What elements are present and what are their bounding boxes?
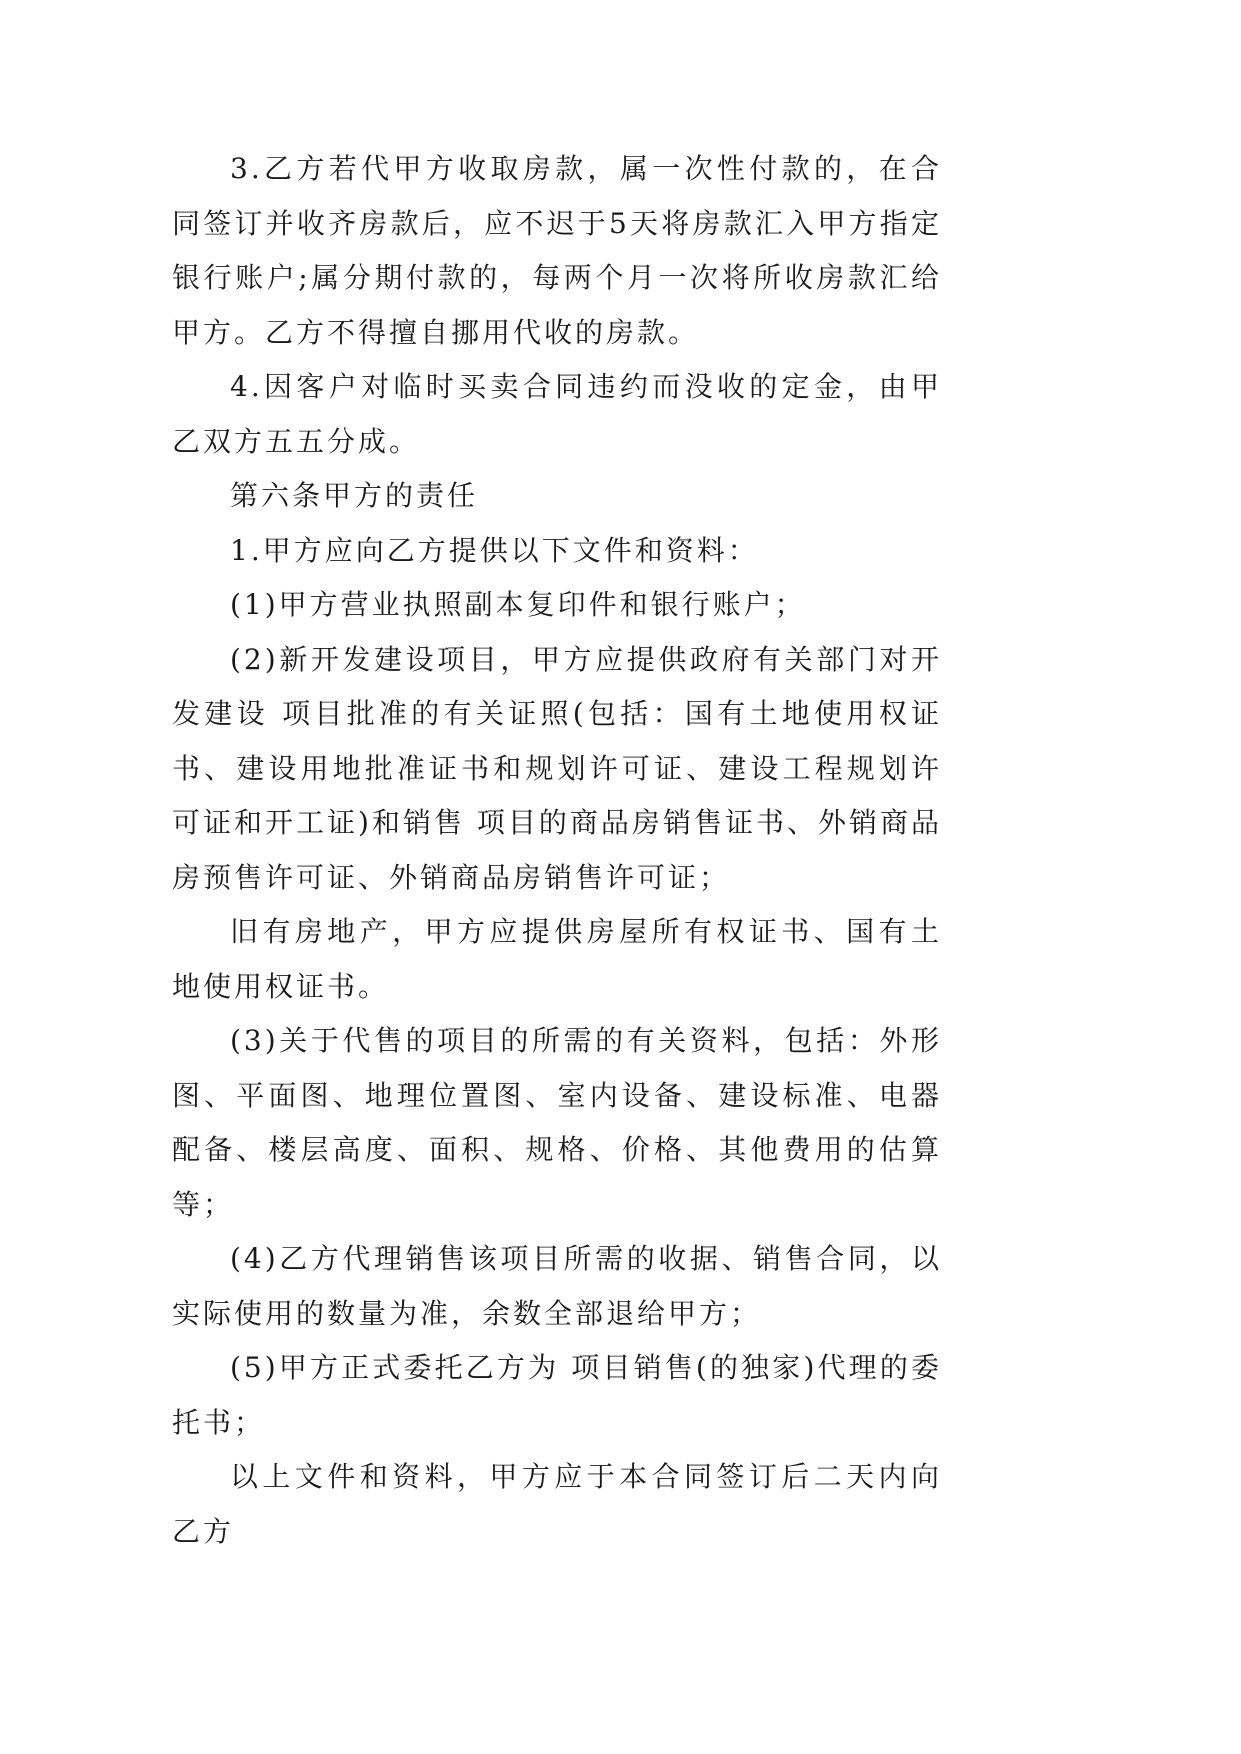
paragraph-delivery-deadline: 以上文件和资料，甲方应于本合同签订后二天内向乙方 [172, 1460, 942, 1548]
paragraph-item-5: (5)甲方正式委托乙方为 项目销售(的独家)代理的委托书； [172, 1351, 942, 1439]
document-body [172, 142, 942, 1559]
paragraph-item-3: (3)关于代售的项目的所需的有关资料，包括：外形图、平面图、地理位置图、室内设备、建设标准、电器配备、楼层高度、面积、规格、价格、其他费用的估算等； [172, 1024, 942, 1221]
paragraph-documents-intro: 1.甲方应向乙方提供以下文件和资料： [230, 533, 759, 567]
paragraph-payment-collection: 3.乙方若代甲方收取房款，属一次性付款的，在合同签订并收齐房款后，应不迟于5天将房款汇入甲方指定银行账户;属分期付款的，每两个月一次将所收房款汇给甲方。乙方不得擅自挪用代收的房款。 [172, 152, 942, 349]
paragraph-item-2: (2)新开发建设项目，甲方应提供政府有关部门对开发建设 项目批准的有关证照(包括：国有土地使用权证书、建设用地批准证书和规划许可证、建设工程规划许可证和开工证)和销售 项目的商品房销售证书、外销商品房预售许可证、外销商品房销售许可证； [172, 642, 942, 894]
section-heading-party-a-duties: 第六条甲方的责任 [230, 479, 479, 512]
paragraph-item-1: (1)甲方营业执照副本复印件和银行账户； [230, 588, 806, 621]
paragraph-existing-property: 旧有房地产，甲方应提供房屋所有权证书、国有土地使用权证书。 [172, 915, 942, 1003]
paragraph-item-4: (4)乙方代理销售该项目所需的收据、销售合同，以实际使用的数量为准，余数全部退给甲方； [172, 1242, 942, 1330]
paragraph-deposit-split: 4.因客户对临时买卖合同违约而没收的定金，由甲乙双方五五分成。 [172, 370, 942, 458]
